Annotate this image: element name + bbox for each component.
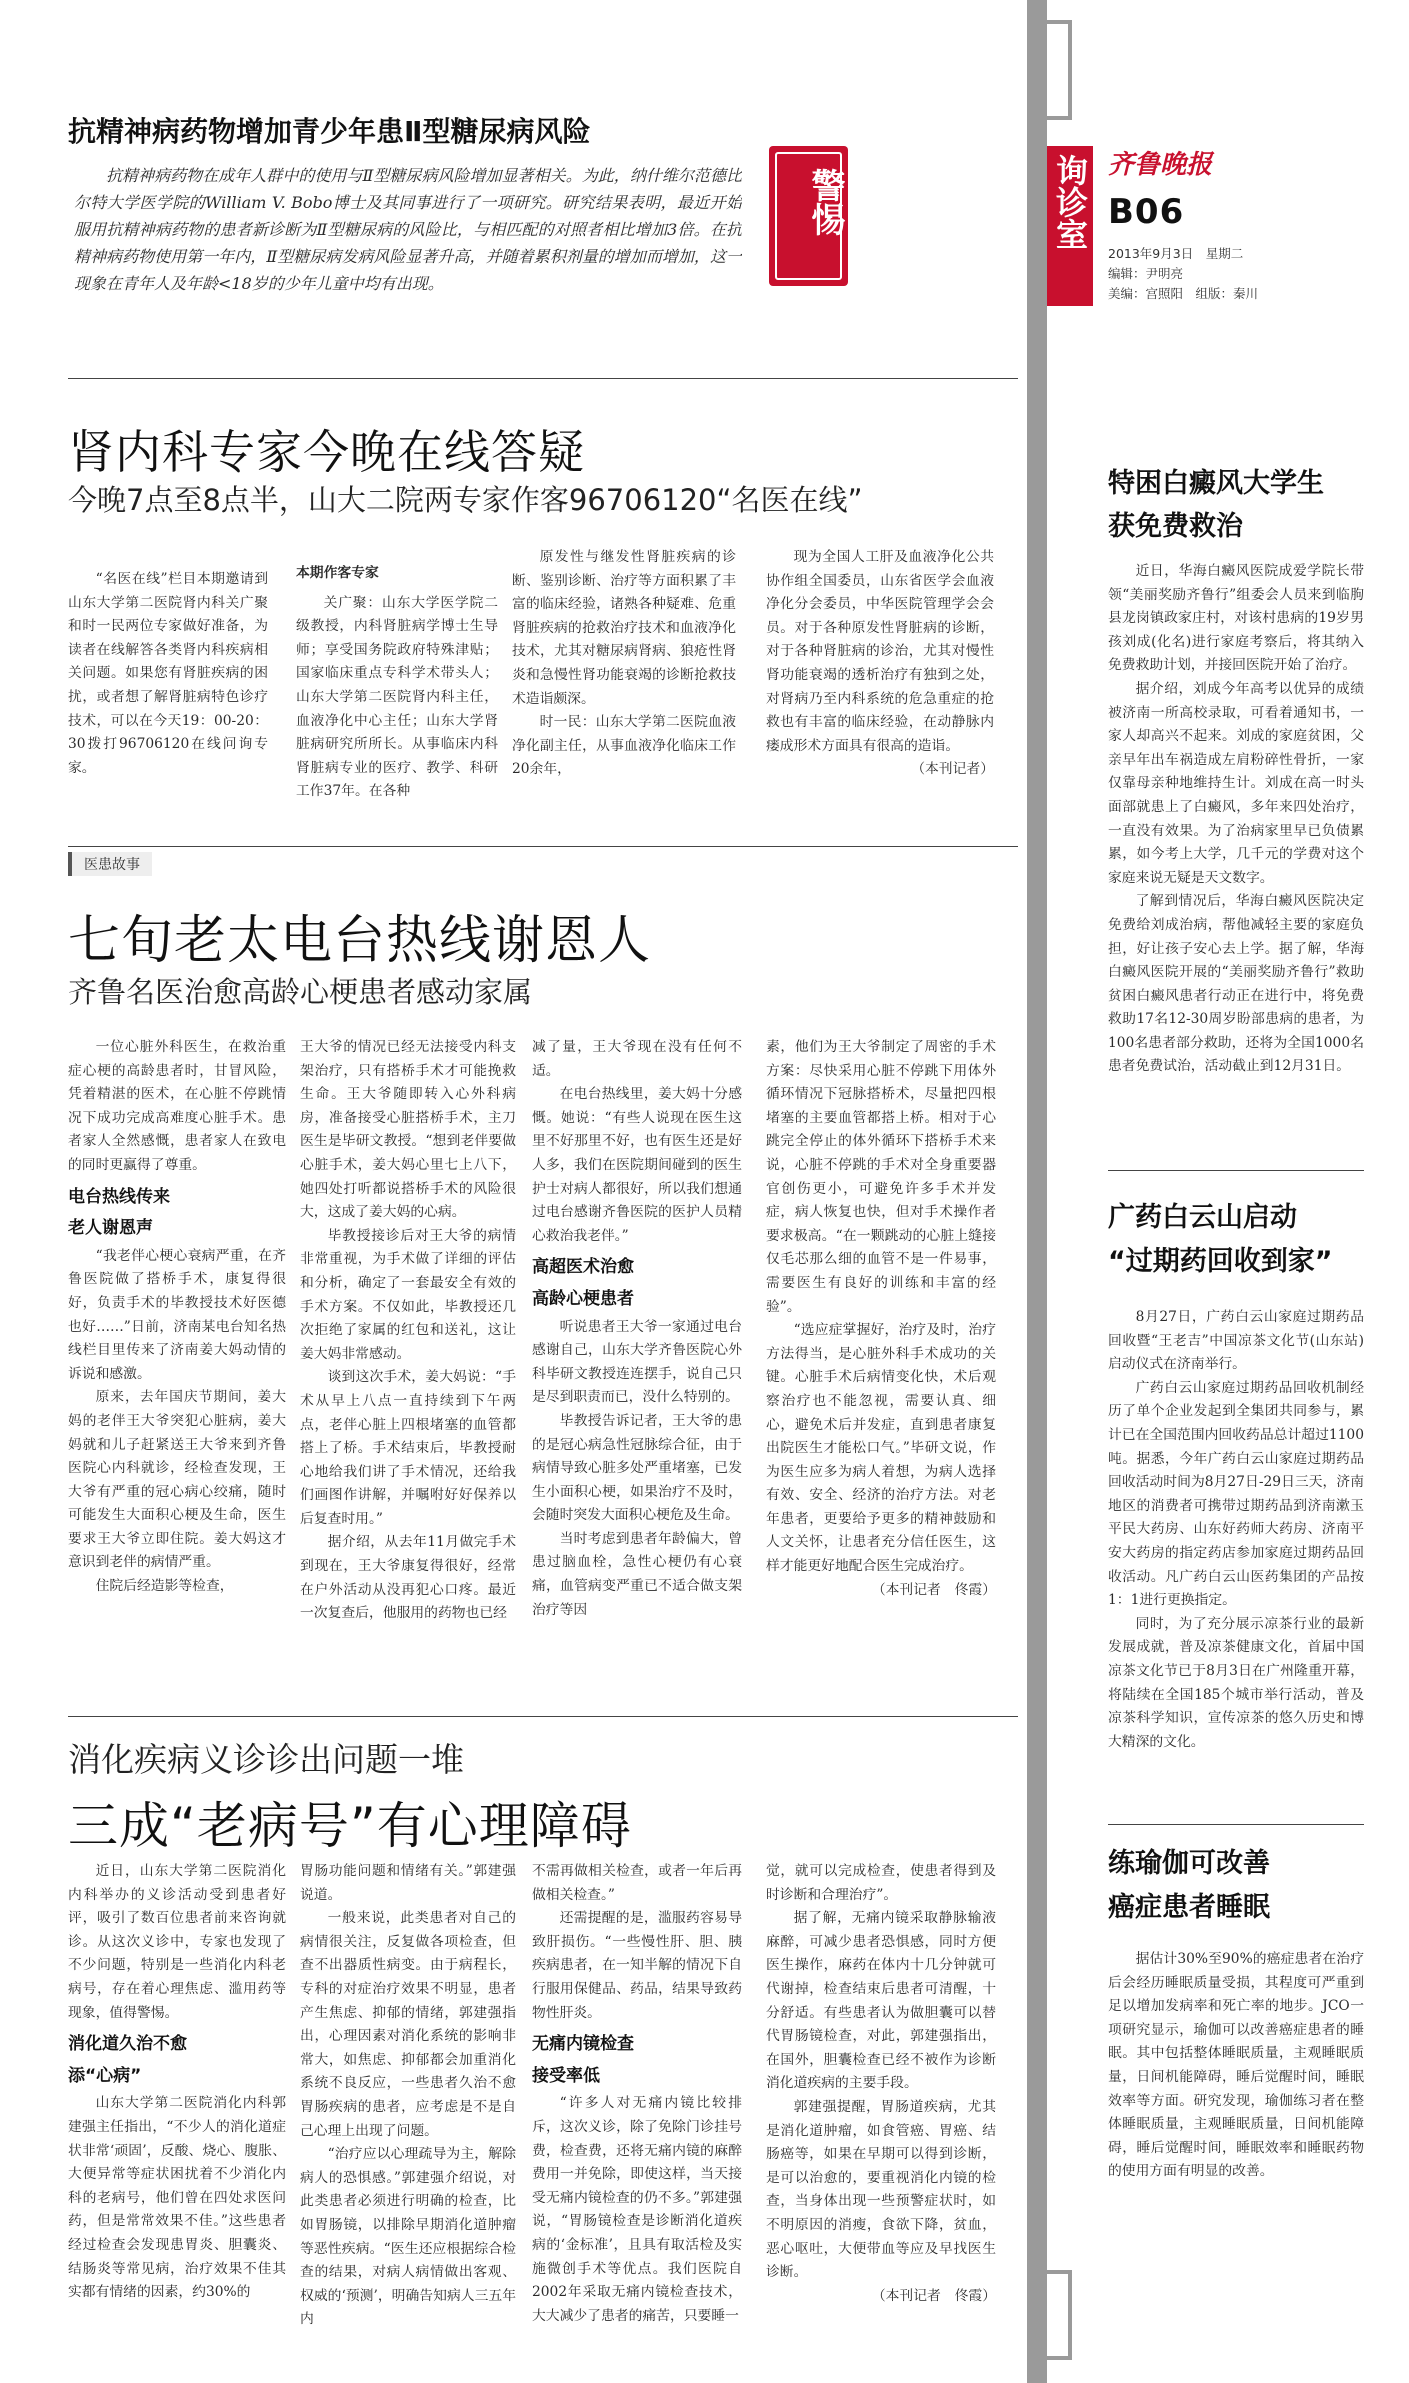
kidney-col-1: “名医在线”栏目本期邀请到山东大学第二医院肾内科关广聚和时一民两位专家做好准备，为读者在线解答各类肾内科疾病相关问题。如果您有肾脏疾病的困扰，或者想了解肾脏病特色诊疗技术，可以在今天19：00-20：30拨打96706120在线问询专家。 <box>68 571 268 776</box>
kidney-byline: （本刊记者） <box>911 761 994 778</box>
gutter-ornament <box>1040 20 1072 120</box>
digest-title: 三成“老病号”有心理障碍 <box>68 1797 632 1855</box>
story-sub4: 高龄心梗患者 <box>532 1288 634 1309</box>
divider <box>68 378 1018 379</box>
warning-label: 警惕 <box>805 168 845 236</box>
top-article-title: 抗精神病药物增加青少年患Ⅱ型糖尿病风险 <box>68 115 591 148</box>
sidebar-a1-title-2: 获免费救治 <box>1108 511 1243 542</box>
story-sub3: 高超医术治愈 <box>532 1257 634 1278</box>
section-name: 询诊室 <box>1051 154 1089 250</box>
sidebar-a1-title-1: 特困白癜风大学生 <box>1108 468 1324 499</box>
digest-byline: （本刊记者 佟霞） <box>871 2287 996 2304</box>
story-sub1: 电台热线传来 <box>68 1186 170 1207</box>
sidebar-a3-body: 据估计30%至90%的癌症患者在治疗后会经历睡眠质量受损，其程度可严重到足以增加发病率和死亡率的地步。JCO一项研究显示，瑜伽可以改善癌症患者的睡眠。其中包括整体睡眠质量，主观睡眠质量，日间机能障碍，睡后觉醒时间，睡眠效率等方面。研究发现，瑜伽练习者在整体睡眠质量，主观睡眠质量，日间机能障碍，睡后觉醒时间，睡眠效率和睡眠药物的使用方面有明显的改善。 <box>1108 1951 1364 2180</box>
kidney-subtitle: 今晚7点至8点半，山大二院两专家作客96706120“名医在线” <box>68 483 863 517</box>
story-sub2: 老人谢恩声 <box>68 1218 153 1239</box>
sidebar-a2-title-1: 广药白云山启动 <box>1108 1202 1297 1233</box>
digest-sub2: 添“心病” <box>68 2065 142 2086</box>
divider <box>68 846 1018 847</box>
digest-sub4: 接受率低 <box>532 2065 600 2086</box>
divider <box>1108 1824 1364 1825</box>
story-col-3: 减了量，王大爷现在没有任何不适。 在电台热线里，姜大妈十分感慨。她说：“有些人说现在医生这里不好那里不好，也有医生还是好人多，我们在医院期间碰到的医生护士对病人都很好，所以我们想通过电台感谢齐鲁医院的医护人员精心救治我老伴。” 高超医术治愈 高龄心梗患者 听说患者王大爷一家通过电台感谢自己，山东大学齐鲁医院心外科毕研文教授连连摆手，说自己只是尽到职责而已，没什么特别的。 毕教授告诉记者，王大爷的患的是冠心病急性冠脉综合征，由于病情导致心脏多处严重堵塞，已发生小面积心梗，如果治疗不及时，会随时突发大面积心梗危及生命。 当时考虑到患者年龄偏大，曾患过脑血栓，急性心梗仍有心衰痛，血管病变严重已不适合做支架治疗等因 <box>532 1039 742 1618</box>
sidebar-a2-title-2: “过期药回收到家” <box>1108 1246 1333 1277</box>
gutter-ornament-bottom <box>1040 2270 1072 2360</box>
top-article-body: 抗精神病药物在成年人群中的使用与Ⅱ型糖尿病风险增加显著相关。为此，纳什维尔范德比尔特大学医学院的William V. Bobo博士及其同事进行了一项研究。研究结果表明，最近开始服用抗精神病药物的患者新诊断为Ⅱ型糖尿病的风险比，与相匹配的对照者相比增加3倍。在抗精神病药物使用第一年内，Ⅱ型糖尿病发病风险显著升高，并随着累积剂量的增加而增加，这一现象在青年人及年龄<18岁的少年儿童中均有出现。 <box>74 166 742 293</box>
digest-sub3: 无痛内镜检查 <box>532 2034 634 2055</box>
paper-name: 齐鲁晚报 <box>1108 150 1213 180</box>
page-gutter-strip <box>1027 0 1047 2383</box>
sidebar-a2-body: 8月27日，广药白云山家庭过期药品回收暨“王老吉”中国凉茶文化节(山东站)启动仪式在济南举行。 广药白云山家庭过期药品回收机制经历了单个企业发起到全集团共同参与，累计已在全国范围内回收药品总计超过1100吨。据悉，今年广药白云山家庭过期药品回收活动时间为8月27日-29日三天，济南地区的消费者可携带过期药品到济南漱玉平民大药房、山东好药师大药房、济南平安大药房的指定药店参加家庭过期药品回收活动。凡广药白云山医药集团的产品按1：1进行更换指定。 同时，为了充分展示凉茶行业的最新发展成就，普及凉茶健康文化，首届中国凉茶文化节已于8月3日在广州隆重开幕，将陆续在全国185个城市举行活动，普及凉茶科学知识，宣传凉茶的悠久历史和博大精深的文化。 <box>1108 1309 1364 1750</box>
credit-editor: 编辑：尹明亮 <box>1108 266 1184 281</box>
kidney-col-3: 原发性与继发性肾脏疾病的诊断、鉴别诊断、治疗等方面积累了丰富的临床经验，诸熟各种疑难、危重肾脏疾病的抢救治疗技术和血液净化技术，尤其对糖尿病肾病、狼疮性肾炎和急慢性肾功能衰竭的诊断抢救技术造诣颇深。 时一民：山东大学第二医院血液净化副主任，从事血液净化临床工作20余年， <box>512 549 736 778</box>
story-byline: （本刊记者 佟霞） <box>871 1581 996 1598</box>
divider <box>1108 1170 1364 1171</box>
digest-title-small: 消化疾病义诊诊出问题一堆 <box>68 1740 464 1779</box>
story-col-1: 一位心脏外科医生，在救治重症心梗的高龄患者时，甘冒风险，凭着精湛的医术，在心脏不停跳情况下成功完成高难度心脏手术。患者家人全然感慨，患者家人在致电的同时更赢得了尊重。 电台热线传来 老人谢恩声 “我老伴心梗心衰病严重，在齐鲁医院做了搭桥手术，康复得很好，负责手术的毕教授技术好医德也好……”日前，济南某电台知名热线栏目里传来了济南姜大妈动情的诉说和感激。 原来，去年国庆节期间，姜大妈的老伴王大爷突犯心脏病，姜大妈就和儿子赶紧送王大爷来到齐鲁医院心内科就诊，经检查发现，王大爷有严重的冠心病心绞痛，随时可能发生大面积心梗及生命，医生要求王大爷立即住院。姜大妈这才意识到老伴的病情严重。 住院后经造影等检查， <box>68 1039 286 1595</box>
digest-col-2: 胃肠功能问题和情绪有关。”郭建强说道。 一般来说，此类患者对自己的病情很关注，反复做各项检查，但查不出器质性病变。由于病程长，专科的对症治疗效果不明显，患者产生焦虑、抑郁的情绪，郭建强指出，心理因素对消化系统的影响非常大，如焦虑、抑郁都会加重消化系统不良反应，一些患者久治不愈胃肠疾病的患者，应考虑是不是自己心理上出现了问题。 “治疗应以心理疏导为主，解除病人的恐惧感。”郭建强介绍说，对此类患者必须进行明确的检查，比如胃肠镜，以排除早期消化道肿瘤等恶性疾病。“医生还应根据综合检查的结果，对病人病情做出客观、权威的‘预测’，明确告知病人三五年内 <box>300 1863 516 2328</box>
sidebar-a3-title-1: 练瑜伽可改善 <box>1108 1848 1270 1879</box>
kidney-col-4: 现为全国人工肝及血液净化公共协作组全国委员，山东省医学会血液净化分会委员，中华医院管理学会会员。对于各种原发性肾脏病的诊断，对于各种肾脏病的诊治，尤其对慢性肾功能衰竭的透析治疗有独到之处，对肾病乃至内科系统的危急重症的抢救也有丰富的临床经验，在动静脉内瘘成形术方面具有很高的造诣。 （本刊记者） <box>766 546 994 806</box>
digest-col-1: 近日，山东大学第二医院消化内科举办的义诊活动受到患者好评，吸引了数百位患者前来咨询就诊。从这次义诊中，专家也发现了不少问题，特别是一些消化内科老病号，存在着心理焦虑、滥用药等现象，值得警惕。 消化道久治不愈 添“心病” 山东大学第二医院消化内科郭建强主任指出，“不少人的消化道症状非常‘顽固’，反酸、烧心、腹胀、大便异常等症状困扰着不少消化内科的老病号，他们曾在四处求医问药，但是常常效果不佳。”这些患者经过检查会发现患胃炎、胆囊炎、结肠炎等常见病，治疗效果不佳其实都有情绪的因素，约30%的 <box>68 1863 286 2301</box>
kidney-col2-head: 本期作客专家 <box>296 565 379 581</box>
sidebar-a3-title-2: 癌症患者睡眠 <box>1108 1892 1270 1923</box>
credit-design: 美编：宫照阳 组版：秦川 <box>1108 286 1259 301</box>
section-badge <box>1047 146 1093 306</box>
sidebar-a1-body: 近日，华海白癜风医院成爱学院长带领“美丽奖励齐鲁行”组委会人员来到临朐县龙岗镇政家庄村，对该村患病的19岁男孩刘成(化名)进行家庭考察后，将其纳入免费救助计划，并接回医院开始了治疗。 据介绍，刘成今年高考以优异的成绩被济南一所高校录取，可看着通知书，一家人却高兴不起来。刘成的家庭贫困，父亲早年出车祸造成左肩粉碎性骨折，一家仅靠母亲种地维持生计。刘成在高一时头面部就患上了白癜风，多年来四处治疗，一直没有效果。为了治病家里早已负债累累，如今考上大学，几千元的学费对这个家庭来说无疑是天文数字。 了解到情况后，华海白癜风医院决定免费给刘成治病，帮他减轻主要的家庭负担，好让孩子安心去上学。据了解，华海白癜风医院开展的“美丽奖励齐鲁行”救助贫困白癜风患者行动正在进行中，将免费救助17名12-30周岁盼部患病的患者，为100名患者部分救助，还将为全国1000名患者免费试治，活动截止到12月31日。 <box>1108 563 1364 1075</box>
digest-col-3: 不需再做相关检查，或者一年后再做相关检查。” 还需提醒的是，滥服药容易导致肝损伤。“一些慢性肝、胆、胰疾病患者，在一知半解的情况下自行服用保健品、药品，结果导致药物性肝炎。 无痛内镜检查 接受率低 “许多人对无痛内镜比较排斥，这次义诊，除了免除门诊挂号费，检查费，还将无痛内镜的麻醉费用一并免除，即使这样，当天接受无痛内镜检查的仍不多。”郭建强说，“胃肠镜检查是诊断消化道疾病的‘金标准’，且具有取活检及实施微创手术等优点。我们医院自2002年采取无痛内镜检查技术，大大减少了患者的痛苦，只要睡一 <box>532 1863 742 2324</box>
digest-sub1: 消化道久治不愈 <box>68 2034 187 2055</box>
issue-date: 2013年9月3日 星期二 <box>1108 246 1244 261</box>
page-code: B06 <box>1108 192 1185 232</box>
kidney-title: 肾内科专家今晚在线答疑 <box>68 425 585 479</box>
digest-col-4: 觉，就可以完成检查，使患者得到及时诊断和合理治疗”。 据了解，无痛内镜采取静脉输液麻醉，可减少患者恐惧感，同时方便医生操作，麻药在体内十几分钟就可代谢掉，检查结束后患者可清醒，十分舒适。有些患者认为做胆囊可以替代胃肠镜检查，对此，郭建强指出，在国外，胆囊检查已经不被作为诊断消化道疾病的主要手段。 郭建强提醒，胃肠道疾病，尤其是消化道肿瘤，如食管癌、胃癌、结肠癌等，如果在早期可以得到诊断，是可以治愈的，要重视消化内镜的检查，当身体出现一些预警症状时，如不明原因的消瘦，食欲下降，贫血，恶心呕吐，大便带血等应及早找医生诊断。 （本刊记者 佟霞） <box>766 1860 996 2360</box>
story-col-2: 王大爷的情况已经无法接受内科支架治疗，只有搭桥手术才可能挽救生命。王大爷随即转入心外科病房，准备接受心脏搭桥手术，主刀医生是毕研文教授。“想到老伴要做心脏手术，姜大妈心里七上八下，她四处打听都说搭桥手术的风险很大，这成了姜大妈的心病。 毕教授接诊后对王大爷的病情非常重视，为手术做了详细的评估和分析，确定了一套最安全有效的手术方案。不仅如此，毕教授还几次拒绝了家属的红包和送礼，这让姜大妈非常感动。 谈到这次手术，姜大妈说：“手术从早上八点一直持续到下午两点，老伴心脏上四根堵塞的血管都搭上了桥。手术结束后，毕教授耐心地给我们讲了手术情况，还给我们画图作讲解，并嘱咐好好保养以后复查时用。” 据介绍，从去年11月做完手术到现在，王大爷康复得很好，经常在户外活动从没再犯心口疼。最近一次复查后，他服用的药物也已经 <box>300 1039 516 1622</box>
story-subtitle: 齐鲁名医治愈高龄心梗患者感动家属 <box>68 975 533 1009</box>
divider <box>68 1716 1018 1717</box>
story-title: 七旬老太电台热线谢恩人 <box>68 911 652 971</box>
sidebar <box>1108 440 1364 2340</box>
warning-badge <box>769 146 848 286</box>
story-col-4: 素，他们为王大爷制定了周密的手术方案：尽快采用心脏不停跳下用体外循环情况下冠脉搭桥术，尽量把四根堵塞的主要血管都搭上桥。相对于心跳完全停止的体外循环下搭桥手术来说，心脏不停跳的手术对全身重要器官创伤更小，可避免许多手术并发症，病人恢复也快，但对手术操作者要求极高。“在一颗跳动的心脏上缝接仅毛芯那么细的血管不是一件易事，需要医生有良好的训练和丰富的经验”。 “选应症掌握好，治疗及时，治疗方法得当，是心脏外科手术成功的关键。心脏手术后病情变化快，术后观察治疗也不能忽视，需要认真、细心，避免术后并发症，直到患者康复出院医生才能松口气。”毕研文说，作为医生应多为病人着想，为病人选择有效、安全、经济的治疗方法。对老年患者，更要给予更多的精神鼓励和人文关怀，让患者充分信任医生，这样才能更好地配合医生完成治疗。 （本刊记者 佟霞） <box>766 1036 996 1702</box>
story-tag: 医患故事 <box>68 852 152 876</box>
kidney-col-2: 本期作客专家 关广聚：山东大学医学院二级教授，内科肾脏病学博士生导师；享受国务院政府特殊津贴；国家临床重点专科学术带头人；山东大学第二医院肾内科主任，血液净化中心主任；山东大学肾脏病研究所所长。从事临床内科肾脏病专业的医疗、教学、科研工作37年。在各种 <box>296 562 498 806</box>
